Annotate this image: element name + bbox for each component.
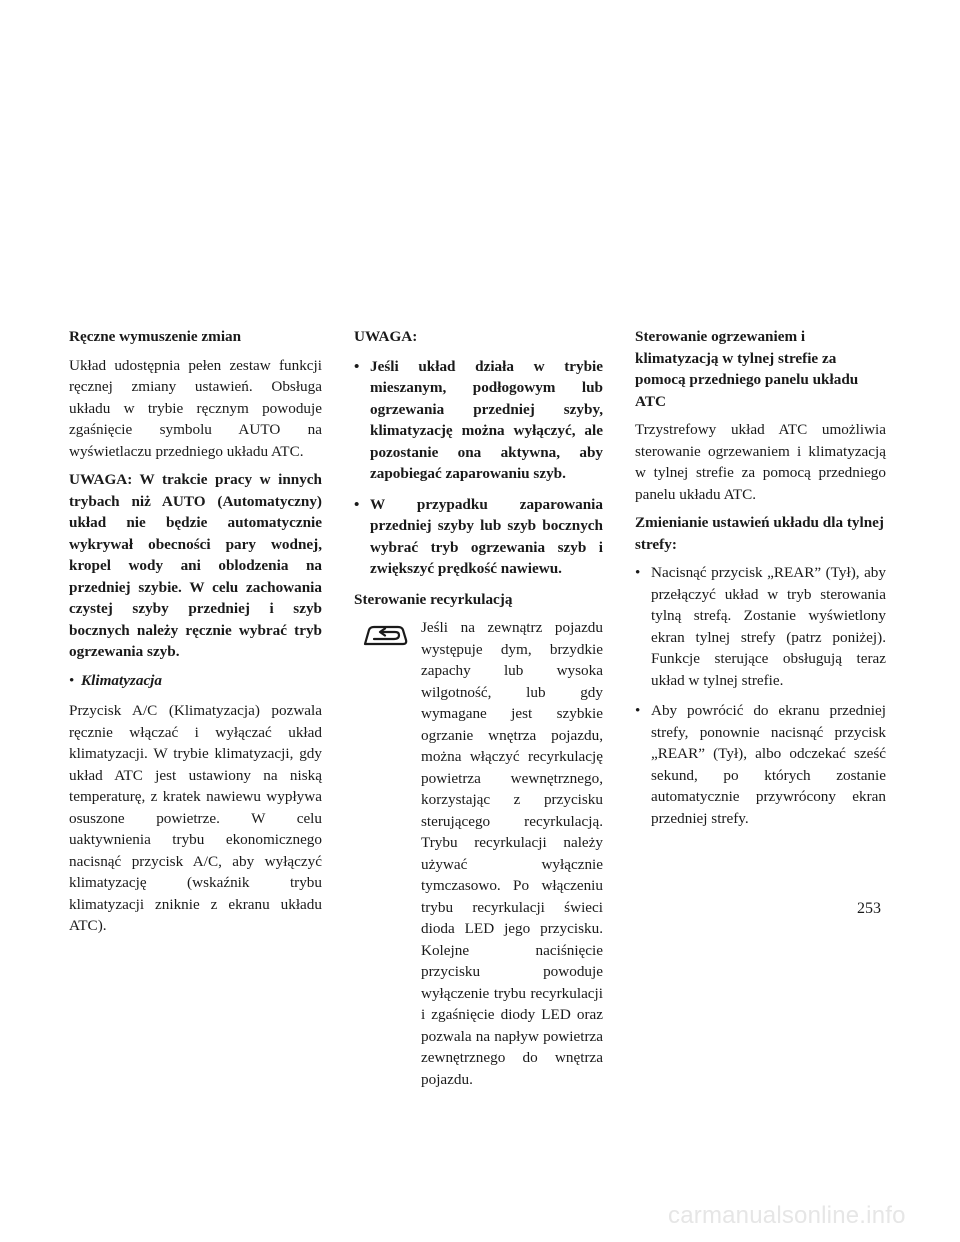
section-heading-recirculation: Sterowanie recyrkulacją [354,590,513,608]
recirculation-block [354,617,603,1090]
page-number: 253 [857,900,881,917]
note-bullet-item: • W przypadku zaparowania przedniej szyby lub szyb bocznych wybrać tryb ogrzewania szyb i zwiększyć prędkość nawiewu. [354,494,603,580]
note-manual-mode: UWAGA: W trakcie pracy w innych trybach niż AUTO (Automatyczny) układ nie będzie automatycznie wykrywał obecności pary wodnej, kropel wody ani oblodzenia na przedniej szybie. W celu zachowania czystej szyby przedniej i szyb bocznych należy ręcznie wybrać tryb ogrzewania szyb. [69,471,322,660]
column-left [69,326,322,944]
watermark: carmanualsonline.info [668,1202,906,1229]
bullet-title: Klimatyzacja [81,671,162,689]
subheading-rear-zone-settings: Zmienianie ustawień układu dla tylnej strefy: [635,514,884,553]
paragraph-manual-override: Układ udostępnia pełen zestaw funkcji ręcznej zmiany ustawień. Obsługa układu w trybie ręcznym powoduje zgaśnięcie symbolu AUTO na wyświetlaczu przedniego układu ATC. [69,356,322,460]
column-middle [354,326,603,1097]
paragraph-recirculation: Jeśli na zewnątrz pojazdu występuje dym, brzydkie zapachy lub wysoka wilgotność, lub gdy wymagane jest szybkie ogrzanie wnętrza pojazdu, można włączyć recyrkulację powietrza wewnętrznego, korzystając z przycisku sterującego recyrkulacją. Trybu recyrkulacji należy używać wyłącznie tymczasowo. Po włączeniu trybu recyrkulacji świeci dioda LED jego przycisku. Kolejne naciśnięcie przycisku powoduje wyłączenie trybu recyrkulacji i zgaśnięcie diody LED oraz pozwala na napływ powietrza zewnętrznego do wnętrza pojazdu. [421,619,603,1088]
note-title: UWAGA: [354,328,418,345]
note-bullet-item: • Jeśli układ działa w trybie mieszanym, podłogowym lub ogrzewania przedniej szyby, klimatyzację można wyłączyć, ale pozostanie ona aktywna, aby zapobiegać zaparowaniu szyb. [354,356,603,485]
recirculation-icon [362,623,408,649]
list-item-rear-button: • Nacisnąć przycisk „REAR” (Tył), aby przełączyć układ w tryb sterowania tylną strefą. Zostanie wyświetlony ekran tylnej strefy (patrz poniżej). Funkcje sterujące obsługują teraz układ w tylnej strefie. [635,562,886,691]
column-right [635,326,886,838]
bullet-air-conditioning [69,670,322,692]
paragraph-air-conditioning: Przycisk A/C (Klimatyzacja) pozwala ręcznie włączać i wyłączać układ klimatyzacji. W trybie klimatyzacji, gdy układ ATC jest ustawiony na niską temperaturę, z kratek nawiewu wypływa osuszone powietrze. W celu uaktywnienia trybu ekonomicznego nacisnąć przycisk A/C, aby wyłączyć klimatyzację (wskaźnik trybu klimatyzacji zniknie z ekranu układu ATC). [69,702,322,934]
list-item-return-front: • Aby powrócić do ekranu przedniej strefy, ponownie nacisnąć przycisk „REAR” (Tył), albo odczekać sześć sekund, po których zostanie automatycznie przywrócony ekran przedniej strefy. [635,700,886,829]
section-heading-manual-override: Ręczne wymuszenie zmian [69,328,242,345]
paragraph-three-zone: Trzystrefowy układ ATC umożliwia sterowanie ogrzewaniem i klimatyzacją w tylnej strefie za pomocą przedniego panelu układu ATC. [635,421,886,503]
section-heading-rear-zone: Sterowanie ogrzewaniem i klimatyzacją w tylnej strefie za pomocą przedniego panelu układu ATC [635,328,859,410]
note-bullet-list [354,356,603,580]
